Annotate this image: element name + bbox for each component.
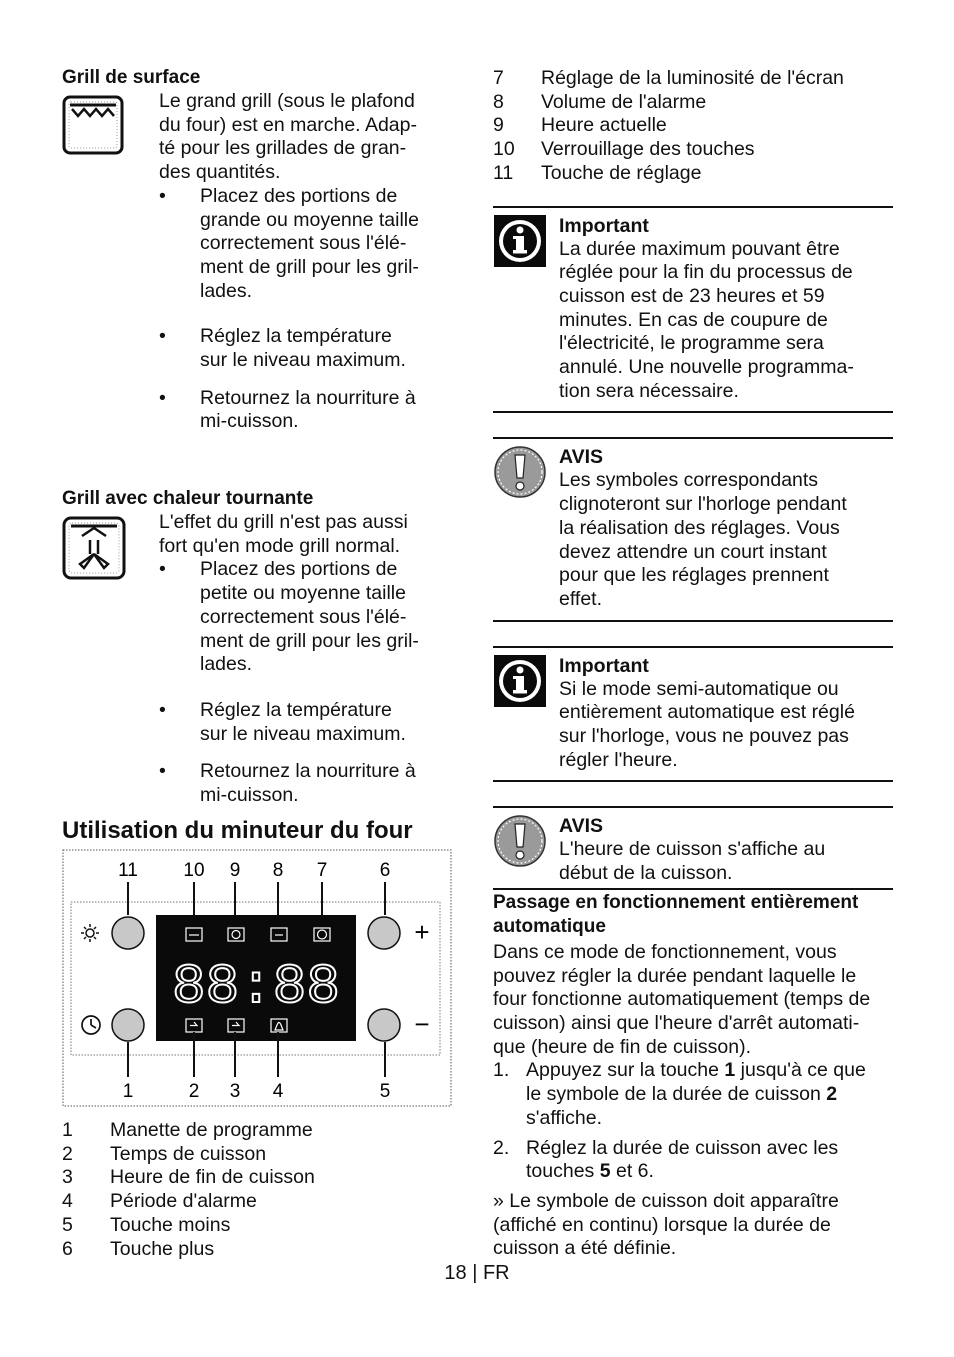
top-grill-icon [62, 95, 126, 162]
legend-row [62, 1166, 452, 1190]
timer-legend [62, 1119, 452, 1261]
label-10: 10 [183, 860, 205, 881]
legend-row [62, 1238, 452, 1262]
plus-knob [368, 917, 400, 949]
legend-row [493, 162, 893, 186]
result-text [493, 1190, 893, 1261]
step-item [493, 1059, 893, 1130]
text-line: début de la cuisson. [559, 862, 733, 885]
legend-number: 4 [62, 1190, 73, 1213]
display-digits: 88:88 [171, 955, 341, 1019]
text-line: touches 5 et 6. [526, 1160, 654, 1183]
notice-title: AVIS [559, 815, 604, 838]
label-6: 6 [379, 860, 391, 881]
label-3: 3 [229, 1081, 241, 1102]
text-line: s'affiche. [526, 1106, 602, 1129]
text-line: fort qu'en mode grill normal. [159, 534, 401, 557]
text-line: clignoteront sur l'horloge pendant [559, 493, 847, 516]
text-line: sur le niveau maximum. [200, 349, 406, 372]
text-line: des quantités. [159, 161, 281, 184]
text-line: annulé. Une nouvelle programma- [559, 356, 854, 379]
legend-row [62, 1119, 452, 1143]
label-11: 11 [118, 860, 138, 881]
intro-text [159, 90, 452, 185]
section-heading: Grill avec chaleur tournante [62, 488, 314, 509]
text-line: effet. [559, 587, 603, 610]
left-column [62, 66, 452, 1260]
legend-label: Verrouillage des touches [541, 138, 755, 161]
text-line: la réalisation des réglages. Vous [559, 516, 840, 539]
step-text [526, 1059, 866, 1130]
minus-sign: − [414, 1009, 430, 1039]
text-line: L'heure de cuisson s'affiche au [559, 838, 826, 861]
text-line: minutes. En cas de coupure de [559, 308, 828, 331]
info-icon [493, 214, 547, 273]
bullet-list [159, 185, 452, 434]
timer-legend-continued [493, 67, 893, 186]
text-line: ment de grill pour les gril- [200, 629, 419, 652]
text-line: lades. [200, 653, 253, 676]
text-line: four fonctionne automatiquement (temps de [493, 988, 871, 1011]
notice-text [559, 445, 893, 611]
legend-row [493, 67, 893, 91]
section-heading: Grill de surface [62, 67, 201, 88]
text-line: correctement sous l'élé- [200, 232, 407, 255]
text-line: L'effet du grill n'est pas aussi [159, 511, 408, 533]
legend-label: Touche moins [110, 1213, 231, 1236]
bullet-list [159, 558, 452, 807]
notice-text [559, 654, 893, 773]
text-line: grande ou moyenne taille [200, 208, 419, 231]
text-line: cuisson) ainsi que l'heure d'arrêt automati- [493, 1011, 860, 1034]
right-column [493, 66, 893, 1261]
grill-fan-section [62, 487, 452, 822]
legend-label: Touche plus [110, 1237, 215, 1260]
legend-number: 5 [62, 1213, 73, 1236]
legend-label: Heure actuelle [541, 114, 667, 137]
info-icon [493, 654, 547, 713]
text-line: pouvez régler la durée pendant laquelle le [493, 964, 857, 987]
legend-label: Temps de cuisson [110, 1142, 267, 1165]
text-line: mi-cuisson. [200, 784, 299, 807]
legend-label: Heure de fin de cuisson [110, 1166, 315, 1189]
legend-number: 3 [62, 1166, 73, 1189]
list-item [159, 699, 452, 746]
legend-row [493, 138, 893, 162]
label-4: 4 [272, 1081, 284, 1102]
label-7: 7 [316, 860, 328, 881]
notices [493, 206, 893, 888]
plus-sign: + [414, 917, 430, 947]
legend-number: 1 [62, 1119, 73, 1141]
list-item [159, 325, 452, 372]
text-line: tion sera nécessaire. [559, 379, 739, 402]
fan-grill-icon [62, 516, 128, 587]
legend-row [493, 91, 893, 115]
intro-text [159, 511, 452, 558]
label-9: 9 [229, 860, 241, 881]
clock-program-icon [82, 1016, 100, 1034]
text-line: petite ou moyenne taille [200, 582, 406, 605]
label-2: 2 [188, 1081, 200, 1102]
notice-text [559, 214, 893, 404]
text-line: sur le niveau maximum. [200, 722, 406, 745]
text-line: réglée pour la fin du processus de [559, 261, 853, 284]
notice-title: Important [559, 654, 649, 677]
list-item [159, 760, 452, 807]
text-line: • Placez des portions de [200, 558, 398, 581]
text-line: cuisson est de 23 heures et 59 [559, 284, 825, 307]
intro-text [493, 941, 893, 1060]
legend-row [62, 1143, 452, 1167]
text-line: du four) est en marche. Adap- [159, 113, 417, 136]
text-line: » Le symbole de cuisson doit apparaître [493, 1189, 839, 1212]
step-number: 2. [493, 1136, 510, 1159]
text-line: • Réglez la température [200, 325, 392, 348]
legend-number: 2 [62, 1142, 73, 1165]
timer-diagram [62, 849, 452, 1107]
legend-label: Touche de réglage [541, 161, 702, 184]
text-line: que (heure de fin de cuisson). [493, 1035, 751, 1058]
text-line: Réglez la durée de cuisson avec les [526, 1136, 839, 1159]
legend-label: Manette de programme [110, 1119, 313, 1141]
text-line: Appuyez sur la touche 1 jusqu'à ce que [526, 1059, 866, 1082]
important-notice [493, 206, 893, 414]
legend-label: Réglage de la luminosité de l'écran [541, 67, 844, 89]
text-line: té pour les grillades de gran- [159, 137, 407, 160]
text-line: (affiché en continu) lorsque la durée de [493, 1213, 831, 1236]
list-item [159, 185, 452, 304]
legend-number: 10 [493, 138, 515, 161]
text-line: Si le mode semi-automatique ou [559, 677, 839, 700]
legend-number: 9 [493, 114, 504, 137]
warning-notice [493, 806, 893, 887]
text-line: Dans ce mode de fonctionnement, vous [493, 940, 837, 963]
text-line: régler l'heure. [559, 748, 678, 771]
notice-text [559, 814, 893, 885]
label-1: 1 [122, 1081, 134, 1102]
text-line: Le grand grill (sous le plafond [159, 90, 415, 112]
text-line: sur l'horloge, vous ne pouvez pas [559, 725, 849, 748]
automatic-mode-section [493, 888, 893, 1261]
text-line: Passage en fonctionnement entièrement [493, 891, 859, 913]
grill-surface-body [159, 90, 452, 434]
step-text [526, 1137, 838, 1184]
legend-row [493, 114, 893, 138]
text-line: automatique [493, 915, 606, 937]
text-line: La durée maximum pouvant être [559, 237, 840, 260]
label-8: 8 [272, 860, 284, 881]
page-footer: 18 | FR [444, 1262, 510, 1284]
step-number: 1. [493, 1059, 510, 1082]
text-line: l'électricité, le programme sera [559, 332, 824, 355]
brightness-icon [81, 924, 99, 942]
warning-icon [493, 445, 547, 504]
program-knob [112, 1009, 144, 1041]
warning-icon [493, 814, 547, 873]
grill-fan-body [159, 511, 452, 808]
text-line: le symbole de la durée de cuisson 2 [526, 1083, 838, 1106]
grill-surface-section [62, 66, 452, 446]
minus-knob [368, 1009, 400, 1041]
legend-row [62, 1214, 452, 1238]
legend-number: 8 [493, 90, 504, 113]
steps-list [493, 1059, 893, 1184]
legend-label: Période d'alarme [110, 1190, 257, 1213]
notice-title: AVIS [559, 446, 604, 469]
important-notice [493, 646, 893, 783]
legend-number: 11 [493, 161, 514, 184]
text-line: lades. [200, 279, 253, 302]
step-item [493, 1137, 893, 1184]
text-line: Les symboles correspondants [559, 469, 819, 492]
text-line: cuisson a été définie. [493, 1237, 677, 1260]
warning-notice [493, 437, 893, 621]
text-line: pour que les réglages prennent [559, 564, 829, 587]
legend-label: Volume de l'alarme [541, 90, 707, 113]
text-line: ment de grill pour les gril- [200, 255, 419, 278]
list-item [159, 387, 452, 434]
timer-diagram-svg [62, 849, 452, 1107]
timer-heading: Utilisation du minuteur du four [62, 817, 413, 844]
section-heading [493, 891, 893, 939]
notice-title: Important [559, 214, 649, 237]
text-line: • Retournez la nourriture à [200, 386, 416, 409]
text-line: devez attendre un court instant [559, 540, 827, 563]
text-line: • Retournez la nourriture à [200, 760, 416, 783]
text-line: entièrement automatique est réglé [559, 701, 855, 724]
brightness-knob [112, 917, 144, 949]
text-line: mi-cuisson. [200, 410, 299, 433]
text-line: • Réglez la température [200, 698, 392, 721]
legend-number: 7 [493, 67, 504, 89]
legend-row [62, 1190, 452, 1214]
text-line: correctement sous l'élé- [200, 605, 407, 628]
text-line: • Placez des portions de [200, 184, 398, 207]
list-item [159, 558, 452, 677]
label-5: 5 [379, 1081, 391, 1102]
legend-number: 6 [62, 1237, 73, 1260]
